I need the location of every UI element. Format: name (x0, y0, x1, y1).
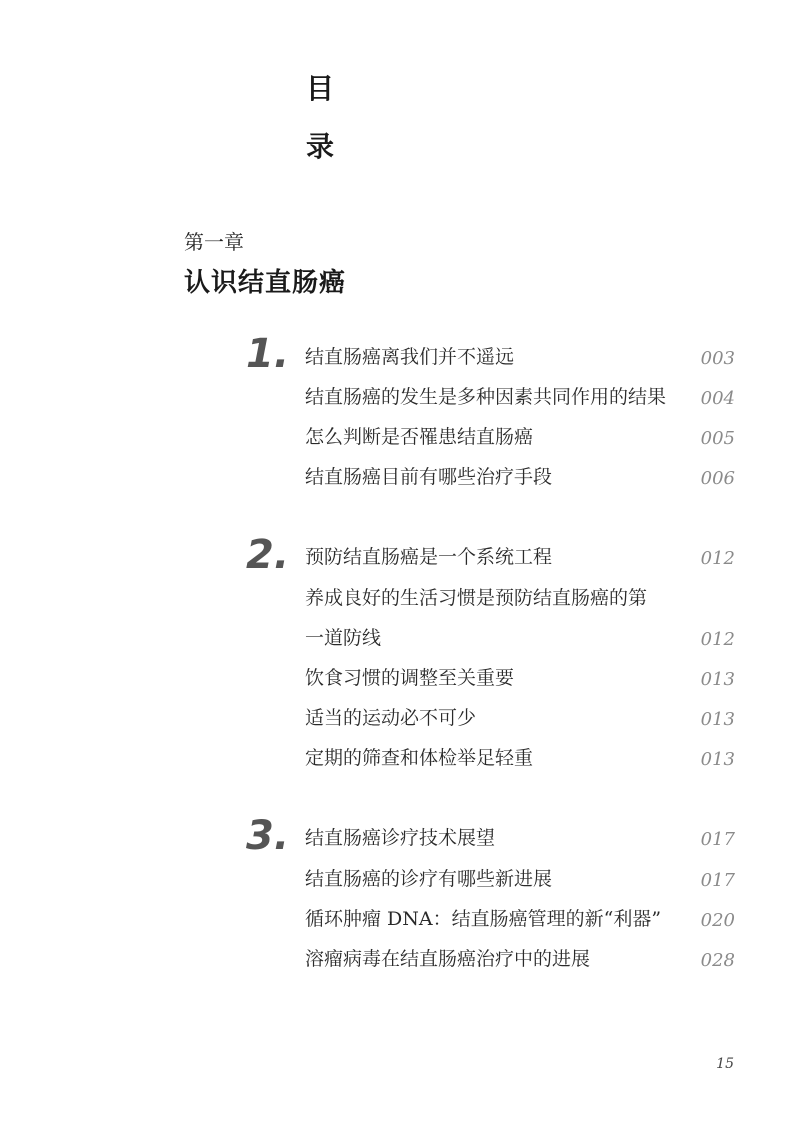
toc-entry-page: 013 (700, 709, 735, 730)
toc-entry[interactable] (305, 663, 735, 693)
page-title-char-1: 目 (306, 72, 335, 105)
page-number: 15 (716, 1056, 734, 1072)
toc-entry-page: 013 (700, 749, 735, 770)
toc-entry[interactable] (305, 422, 735, 452)
chapter-title: 认识结直肠癌 (184, 268, 347, 298)
toc-entry-page: 006 (700, 468, 735, 489)
toc-entry-title: 结直肠癌的发生是多种因素共同作用的结果 (305, 386, 667, 408)
toc-entry-title: 定期的筛查和体检举足轻重 (305, 747, 534, 769)
toc-entry-page: 020 (700, 910, 735, 931)
section-number: 1. (246, 331, 290, 377)
section-number: 2. (246, 532, 290, 578)
toc-entry[interactable] (305, 382, 735, 412)
toc-entry-title: 结直肠癌的诊疗有哪些新进展 (305, 868, 553, 890)
toc-entry[interactable] (305, 944, 735, 974)
toc-entry-title: 结直肠癌目前有哪些治疗手段 (305, 466, 553, 488)
toc-entry-page: 028 (700, 950, 735, 971)
toc-entry-title: 结直肠癌诊疗技术展望 (305, 827, 496, 849)
toc-entry-title: 预防结直肠癌是一个系统工程 (305, 546, 553, 568)
toc-entry[interactable] (305, 743, 735, 773)
toc-entry[interactable] (305, 823, 735, 853)
toc-entry-title: 一道防线 (305, 627, 382, 649)
page-title (306, 60, 346, 176)
toc-entry-title: 溶瘤病毒在结直肠癌治疗中的进展 (305, 948, 591, 970)
toc-entry-title: 适当的运动必不可少 (305, 707, 477, 729)
toc-entry-title: 怎么判断是否罹患结直肠癌 (305, 426, 534, 448)
toc-entry-page: 017 (700, 829, 735, 850)
toc-entry-title: 养成良好的生活习惯是预防结直肠癌的第 (305, 587, 648, 609)
section-number: 3. (246, 813, 290, 859)
toc-entry-page: 013 (700, 669, 735, 690)
toc-entry-title: 循环肿瘤 DNA：结直肠癌管理的新“利器” (305, 908, 662, 930)
toc-entry[interactable] (305, 583, 735, 613)
chapter-label: 第一章 (184, 230, 244, 254)
toc-entry[interactable] (305, 462, 735, 492)
toc-entry-page: 003 (700, 348, 735, 369)
toc-entry-title: 饮食习惯的调整至关重要 (305, 667, 515, 689)
toc-entry-page: 012 (700, 629, 735, 650)
page-title-char-2: 录 (306, 130, 335, 163)
toc-entry[interactable] (305, 623, 735, 653)
toc-entry-title: 结直肠癌离我们并不遥远 (305, 346, 515, 368)
toc-entry-page: 012 (700, 548, 735, 569)
toc-entry[interactable] (305, 904, 735, 934)
toc-entry[interactable] (305, 703, 735, 733)
toc-entry-page: 017 (700, 870, 735, 891)
toc-entry-page: 005 (700, 428, 735, 449)
toc-entry[interactable] (305, 864, 735, 894)
toc-entry[interactable] (305, 542, 735, 572)
toc-entry-page: 004 (700, 388, 735, 409)
toc-entry[interactable] (305, 342, 735, 372)
